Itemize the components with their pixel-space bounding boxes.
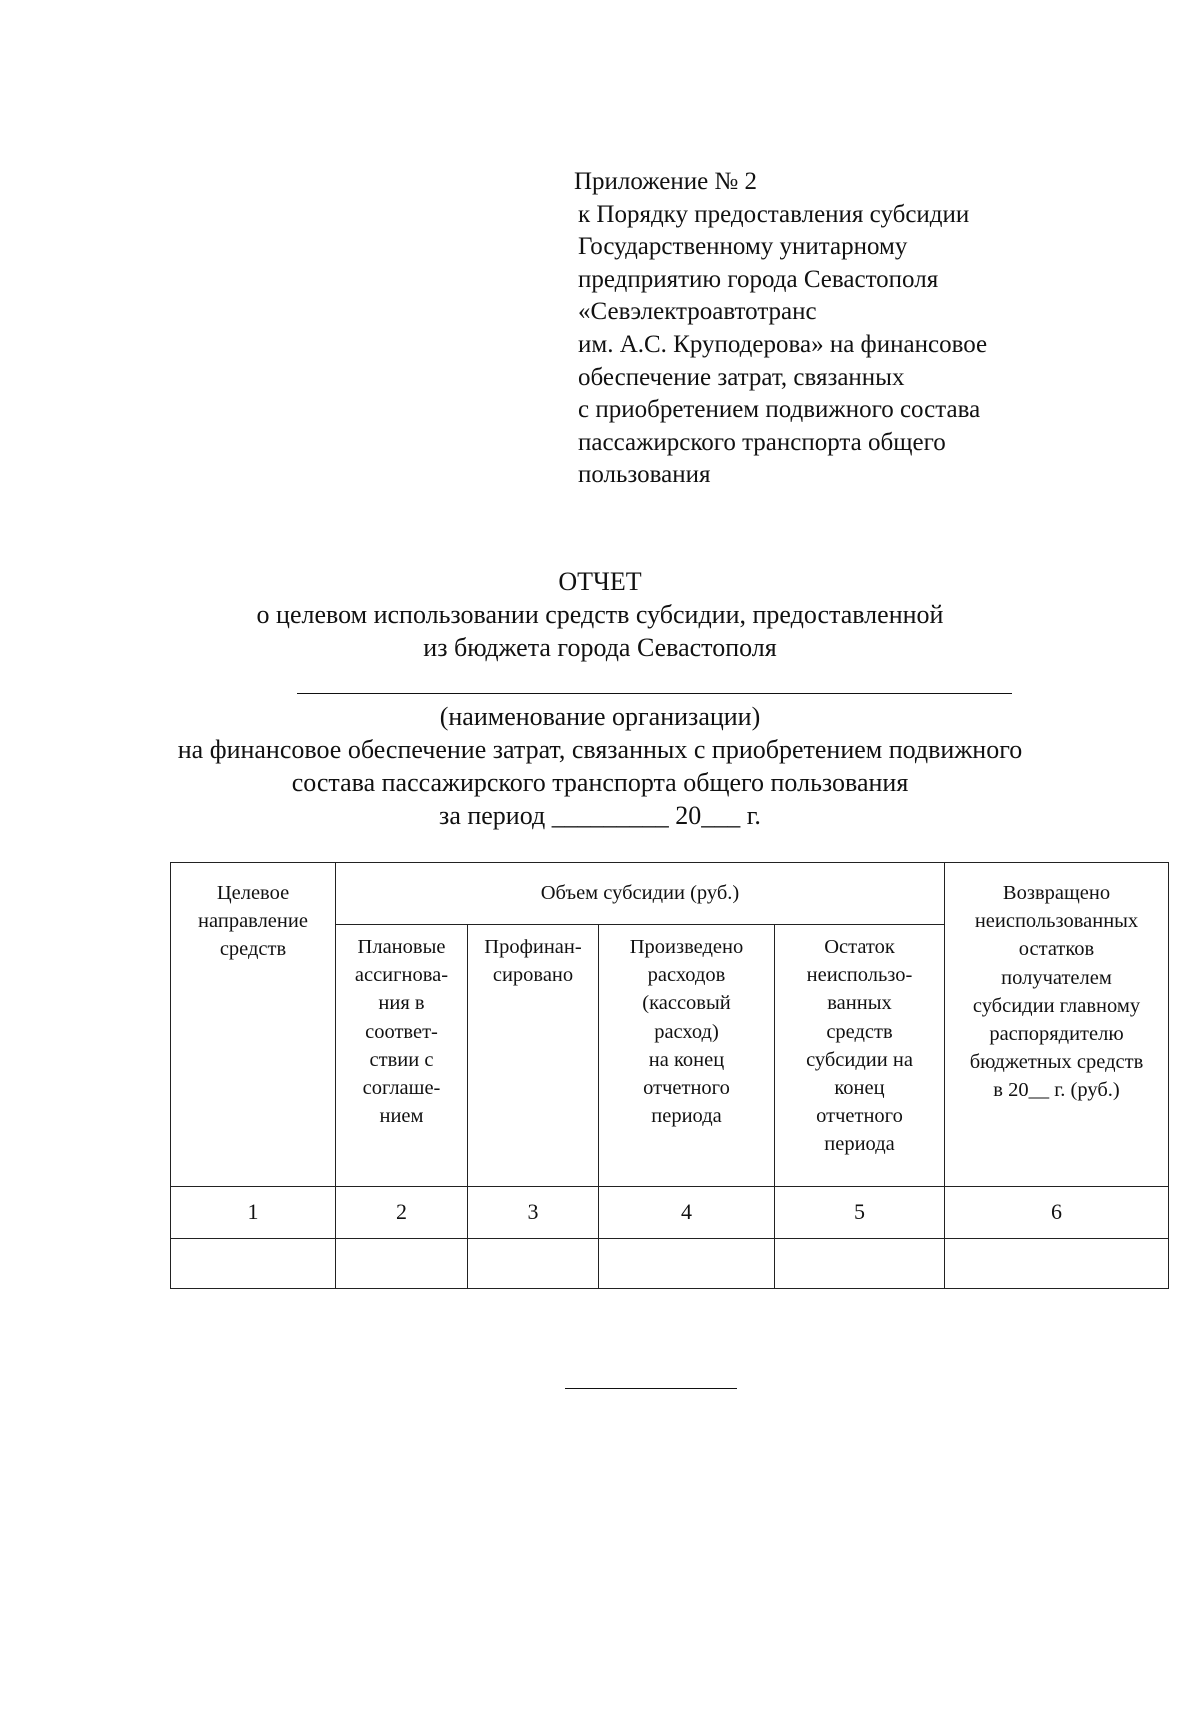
appendix-line: к Порядку предоставления субсидии [578, 200, 970, 228]
closing-divider [565, 1388, 737, 1389]
column-number: 4 [599, 1187, 775, 1239]
appendix-line: им. А.С. Круподерова» на финансовое [578, 330, 988, 358]
report-title: ОТЧЕТ [558, 567, 642, 596]
table-cell [336, 1239, 468, 1289]
appendix-line: Государственному унитарному [578, 233, 908, 261]
header-financed: Профинан- сировано [468, 925, 599, 1187]
report-purpose [0, 700, 1200, 832]
appendix-line: Приложение № 2 [574, 168, 758, 195]
table-row [171, 1239, 1169, 1289]
column-number: 2 [336, 1187, 468, 1239]
table-cell [945, 1239, 1169, 1289]
appendix-block [574, 166, 988, 492]
report-subtitle-line: о целевом использовании средств субсидии, предоставленной [256, 600, 944, 629]
header-returned-remainder: Возвращено неиспользованных остатков получателем субсидии главному распорядителю бюджетных средств в 20__ г. (руб.) [945, 863, 1169, 1187]
report-subtitle-line: из бюджета города Севастополя [423, 633, 777, 662]
header-target-direction: Целевое направление средств [171, 863, 336, 1187]
column-number: 3 [468, 1187, 599, 1239]
column-number: 1 [171, 1187, 336, 1239]
column-number: 6 [945, 1187, 1169, 1239]
appendix-line: с приобретением подвижного состава [578, 396, 981, 424]
organization-name-blank [297, 693, 1012, 694]
appendix-line: «Севэлектроавтотранс [578, 298, 817, 326]
header-expenses-made: Произведено расходов (кассовый расход) на конец отчетного периода [599, 925, 775, 1187]
report-heading [0, 565, 1200, 664]
purpose-line: состава пассажирского транспорта общего пользования [291, 768, 909, 797]
table-cell [775, 1239, 945, 1289]
subsidy-report-table [170, 862, 1169, 1289]
appendix-line: пользования [578, 461, 711, 489]
purpose-line: на финансовое обеспечение затрат, связанных с приобретением подвижного [177, 735, 1023, 764]
column-number-row [171, 1187, 1169, 1239]
appendix-line: обеспечение затрат, связанных [578, 363, 905, 391]
header-row-top [171, 863, 1169, 925]
report-period: за период _________ 20___ г. [439, 801, 761, 830]
table-cell [171, 1239, 336, 1289]
header-planned-allocations: Плановые ассигнова- ния в соответ- ствии с соглаше- нием [336, 925, 468, 1187]
header-subsidy-volume: Объем субсидии (руб.) [336, 863, 945, 925]
appendix-line: пассажирского транспорта общего [578, 428, 946, 456]
table-cell [468, 1239, 599, 1289]
header-unused-balance: Остаток неиспользо- ванных средств субсидии на конец отчетного периода [775, 925, 945, 1187]
table-cell [599, 1239, 775, 1289]
column-number: 5 [775, 1187, 945, 1239]
organization-caption: (наименование организации) [439, 702, 761, 731]
appendix-line: предприятию города Севастополя [578, 265, 939, 293]
